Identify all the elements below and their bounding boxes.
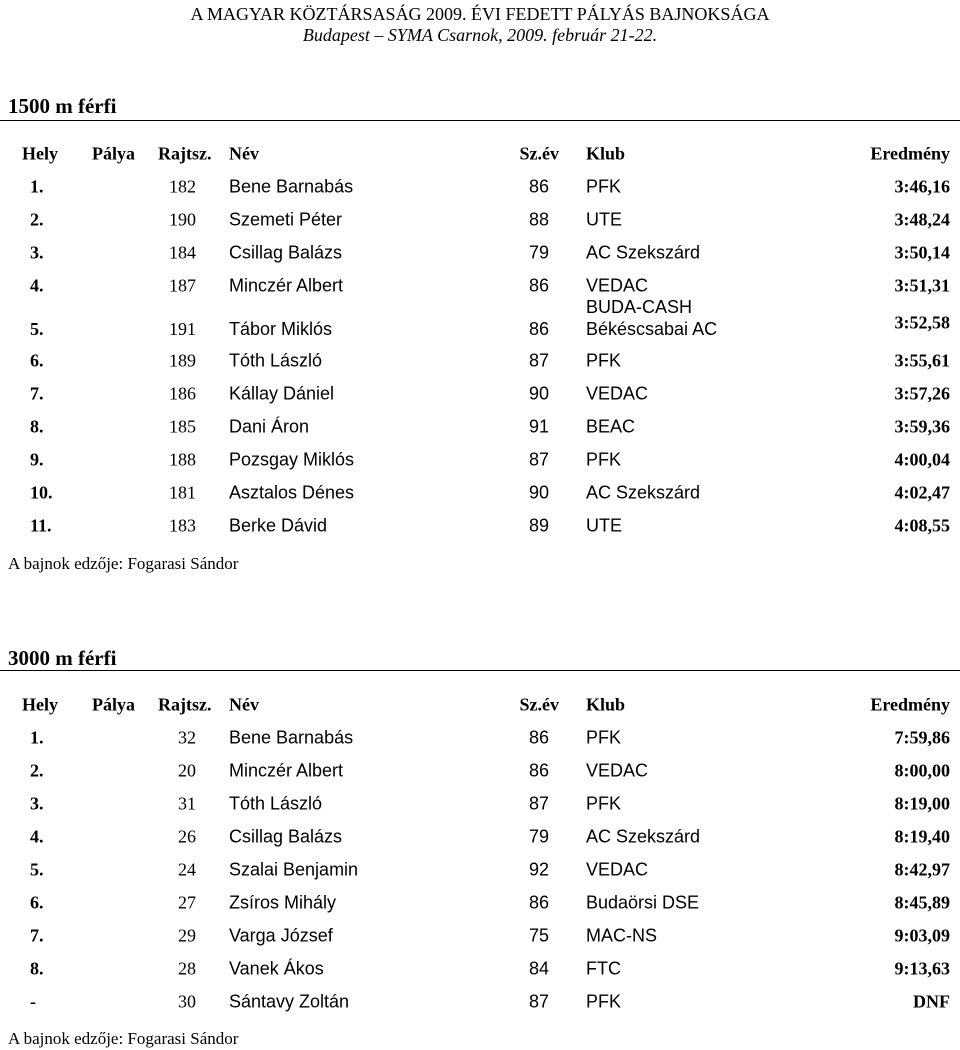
place: 4.	[30, 826, 44, 846]
place: 9.	[30, 449, 44, 469]
document-title: A MAGYAR KÖZTÁRSASÁG 2009. ÉVI FEDETT PÁLYÁS BAJNOKSÁGA	[190, 4, 770, 24]
club: UTE	[586, 209, 622, 229]
result: 4:00,04	[894, 449, 950, 469]
club: PFK	[586, 727, 622, 747]
birth-year: 87	[528, 793, 549, 813]
result: 4:08,55	[894, 515, 950, 535]
result: 8:19,40	[894, 826, 950, 846]
place: 3.	[30, 793, 44, 813]
athlete-name: Berke Dávid	[229, 515, 328, 535]
club: FTC	[586, 958, 621, 978]
result: 3:51,31	[894, 275, 950, 295]
column-header-szev: Sz.év	[519, 143, 559, 163]
table-row	[0, 443, 960, 476]
section-divider	[0, 120, 960, 121]
place: -	[30, 991, 36, 1011]
column-header-szev: Sz.év	[519, 694, 559, 714]
result: 8:19,00	[894, 793, 950, 813]
club: AC Szekszárd	[586, 482, 701, 502]
place: 5.	[30, 319, 44, 339]
athlete-name: Zsíros Mihály	[229, 892, 337, 912]
result: 3:46,16	[894, 176, 950, 196]
table-header	[0, 137, 960, 170]
athlete-name: Tóth László	[229, 793, 323, 813]
athlete-name: Asztalos Dénes	[229, 482, 355, 502]
birth-year: 84	[528, 958, 549, 978]
birth-year: 79	[528, 826, 549, 846]
section-title-3000m: 3000 m férfi	[8, 646, 117, 670]
place: 1.	[30, 176, 44, 196]
birth-year: 86	[528, 892, 549, 912]
place: 7.	[30, 383, 44, 403]
table-row	[0, 754, 960, 787]
athlete-name: Csillag Balázs	[229, 242, 343, 262]
club: AC Szekszárd	[586, 826, 701, 846]
club: AC Szekszárd	[586, 242, 701, 262]
birth-year: 87	[528, 991, 549, 1011]
birth-year: 79	[528, 242, 549, 262]
club: PFK	[586, 991, 622, 1011]
club: PFK	[586, 793, 622, 813]
result: 4:02,47	[894, 482, 950, 502]
club: PFK	[586, 449, 622, 469]
table-row	[0, 509, 960, 542]
club: PFK	[586, 176, 622, 196]
table-row	[0, 721, 960, 754]
bib-number: 185	[169, 416, 196, 436]
athlete-name: Minczér Albert	[229, 275, 344, 295]
result: 3:48,24	[894, 209, 950, 229]
club: UTE	[586, 515, 622, 535]
bib-number: 27	[178, 892, 196, 912]
table-row	[0, 203, 960, 236]
results-table-1500m	[0, 137, 960, 542]
bib-number: 28	[178, 958, 196, 978]
athlete-name: Bene Barnabás	[229, 176, 354, 196]
result: 8:45,89	[894, 892, 950, 912]
athlete-name: Varga József	[229, 925, 333, 945]
column-header-klub: Klub	[586, 694, 626, 714]
column-header-palya: Pálya	[92, 694, 135, 714]
bib-number: 182	[169, 176, 196, 196]
table-row	[0, 787, 960, 820]
place: 10.	[30, 482, 53, 502]
result: 7:59,86	[894, 727, 950, 747]
club: VEDAC	[586, 383, 649, 403]
athlete-name: Minczér Albert	[229, 760, 344, 780]
athlete-name: Sántavy Zoltán	[229, 991, 350, 1011]
bib-number: 26	[178, 826, 196, 846]
athlete-name: Szalai Benjamin	[229, 859, 359, 879]
document-subtitle: Budapest – SYMA Csarnok, 2009. február 21-22.	[302, 25, 658, 45]
place: 1.	[30, 727, 44, 747]
place: 6.	[30, 350, 44, 370]
table-row	[0, 476, 960, 509]
birth-year: 87	[528, 350, 549, 370]
club: PFK	[586, 350, 622, 370]
place: 8.	[30, 958, 44, 978]
result: 9:13,63	[894, 958, 950, 978]
table-row	[0, 886, 960, 919]
place: 5.	[30, 859, 44, 879]
club	[586, 296, 717, 340]
column-header-klub: Klub	[586, 143, 626, 163]
bib-number: 183	[169, 515, 196, 535]
table-row	[0, 952, 960, 985]
table-row	[0, 820, 960, 853]
athlete-name: Tábor Miklós	[229, 319, 333, 339]
birth-year: 88	[528, 209, 549, 229]
result: 3:50,14	[894, 242, 950, 262]
place: 7.	[30, 925, 44, 945]
bib-number: 29	[178, 925, 196, 945]
place: 8.	[30, 416, 44, 436]
table-row	[0, 170, 960, 203]
section-divider	[0, 670, 960, 671]
athlete-name: Szemeti Péter	[229, 209, 343, 229]
bib-number: 188	[169, 449, 196, 469]
bib-number: 24	[178, 859, 196, 879]
athlete-name: Kállay Dániel	[229, 383, 335, 403]
result: 3:55,61	[894, 350, 950, 370]
athlete-name: Vanek Ákos	[229, 958, 324, 978]
column-header-nev: Név	[229, 143, 259, 163]
bib-number: 181	[169, 482, 196, 502]
bib-number: 20	[178, 760, 196, 780]
bib-number: 187	[169, 275, 196, 295]
birth-year: 86	[528, 760, 549, 780]
birth-year: 92	[528, 859, 549, 879]
club-line: Békéscsabai AC	[586, 319, 718, 339]
column-header-eredmeny: Eredmény	[870, 694, 950, 714]
bib-number: 32	[178, 727, 196, 747]
section-title-1500m: 1500 m férfi	[8, 94, 117, 118]
column-header-nev: Név	[229, 694, 259, 714]
result: DNF	[913, 991, 950, 1011]
athlete-name: Pozsgay Miklós	[229, 449, 355, 469]
place: 6.	[30, 892, 44, 912]
place: 11.	[30, 515, 52, 535]
birth-year: 86	[528, 727, 549, 747]
club: VEDAC	[586, 859, 649, 879]
club: MAC-NS	[586, 925, 657, 945]
athlete-name: Tóth László	[229, 350, 323, 370]
bib-number: 184	[169, 242, 196, 262]
column-header-eredmeny: Eredmény	[870, 143, 950, 163]
bib-number: 30	[178, 991, 196, 1011]
table-row	[0, 410, 960, 443]
result: 3:57,26	[894, 383, 950, 403]
place: 2.	[30, 209, 44, 229]
place: 3.	[30, 242, 44, 262]
athlete-name: Dani Áron	[229, 416, 310, 436]
table-row	[0, 377, 960, 410]
column-header-hely: Hely	[22, 694, 58, 714]
table-row	[0, 297, 960, 344]
table-row	[0, 269, 960, 302]
column-header-rajtsz: Rajtsz.	[158, 143, 212, 163]
place: 2.	[30, 760, 44, 780]
birth-year: 90	[528, 482, 549, 502]
table-row	[0, 344, 960, 377]
athlete-name: Csillag Balázs	[229, 826, 343, 846]
birth-year: 90	[528, 383, 549, 403]
place: 4.	[30, 275, 44, 295]
club: VEDAC	[586, 275, 649, 295]
birth-year: 89	[528, 515, 549, 535]
birth-year: 86	[528, 319, 549, 339]
result: 8:00,00	[894, 760, 950, 780]
birth-year: 91	[528, 416, 549, 436]
result: 3:59,36	[894, 416, 950, 436]
birth-year: 75	[528, 925, 549, 945]
column-header-hely: Hely	[22, 143, 58, 163]
column-header-palya: Pálya	[92, 143, 135, 163]
bib-number: 31	[178, 793, 196, 813]
table-row	[0, 919, 960, 952]
coach-note: A bajnok edzője: Fogarasi Sándor	[8, 1029, 239, 1048]
athlete-name: Bene Barnabás	[229, 727, 354, 747]
bib-number: 186	[169, 383, 196, 403]
table-row	[0, 853, 960, 886]
result: 8:42,97	[894, 859, 950, 879]
column-header-rajtsz: Rajtsz.	[158, 694, 212, 714]
bib-number: 191	[169, 319, 196, 339]
bib-number: 190	[169, 209, 196, 229]
result: 3:52,58	[894, 312, 950, 333]
results-table-3000m	[0, 688, 960, 1018]
result: 9:03,09	[894, 925, 950, 945]
birth-year: 86	[528, 275, 549, 295]
birth-year: 87	[528, 449, 549, 469]
club: VEDAC	[586, 760, 649, 780]
bib-number: 189	[169, 350, 196, 370]
table-header	[0, 688, 960, 721]
club: Budaörsi DSE	[586, 892, 700, 912]
club: BEAC	[586, 416, 636, 436]
table-row	[0, 236, 960, 269]
coach-note: A bajnok edzője: Fogarasi Sándor	[8, 554, 239, 573]
table-row	[0, 985, 960, 1018]
club-line: BUDA-CASH	[586, 297, 693, 317]
birth-year: 86	[528, 176, 549, 196]
